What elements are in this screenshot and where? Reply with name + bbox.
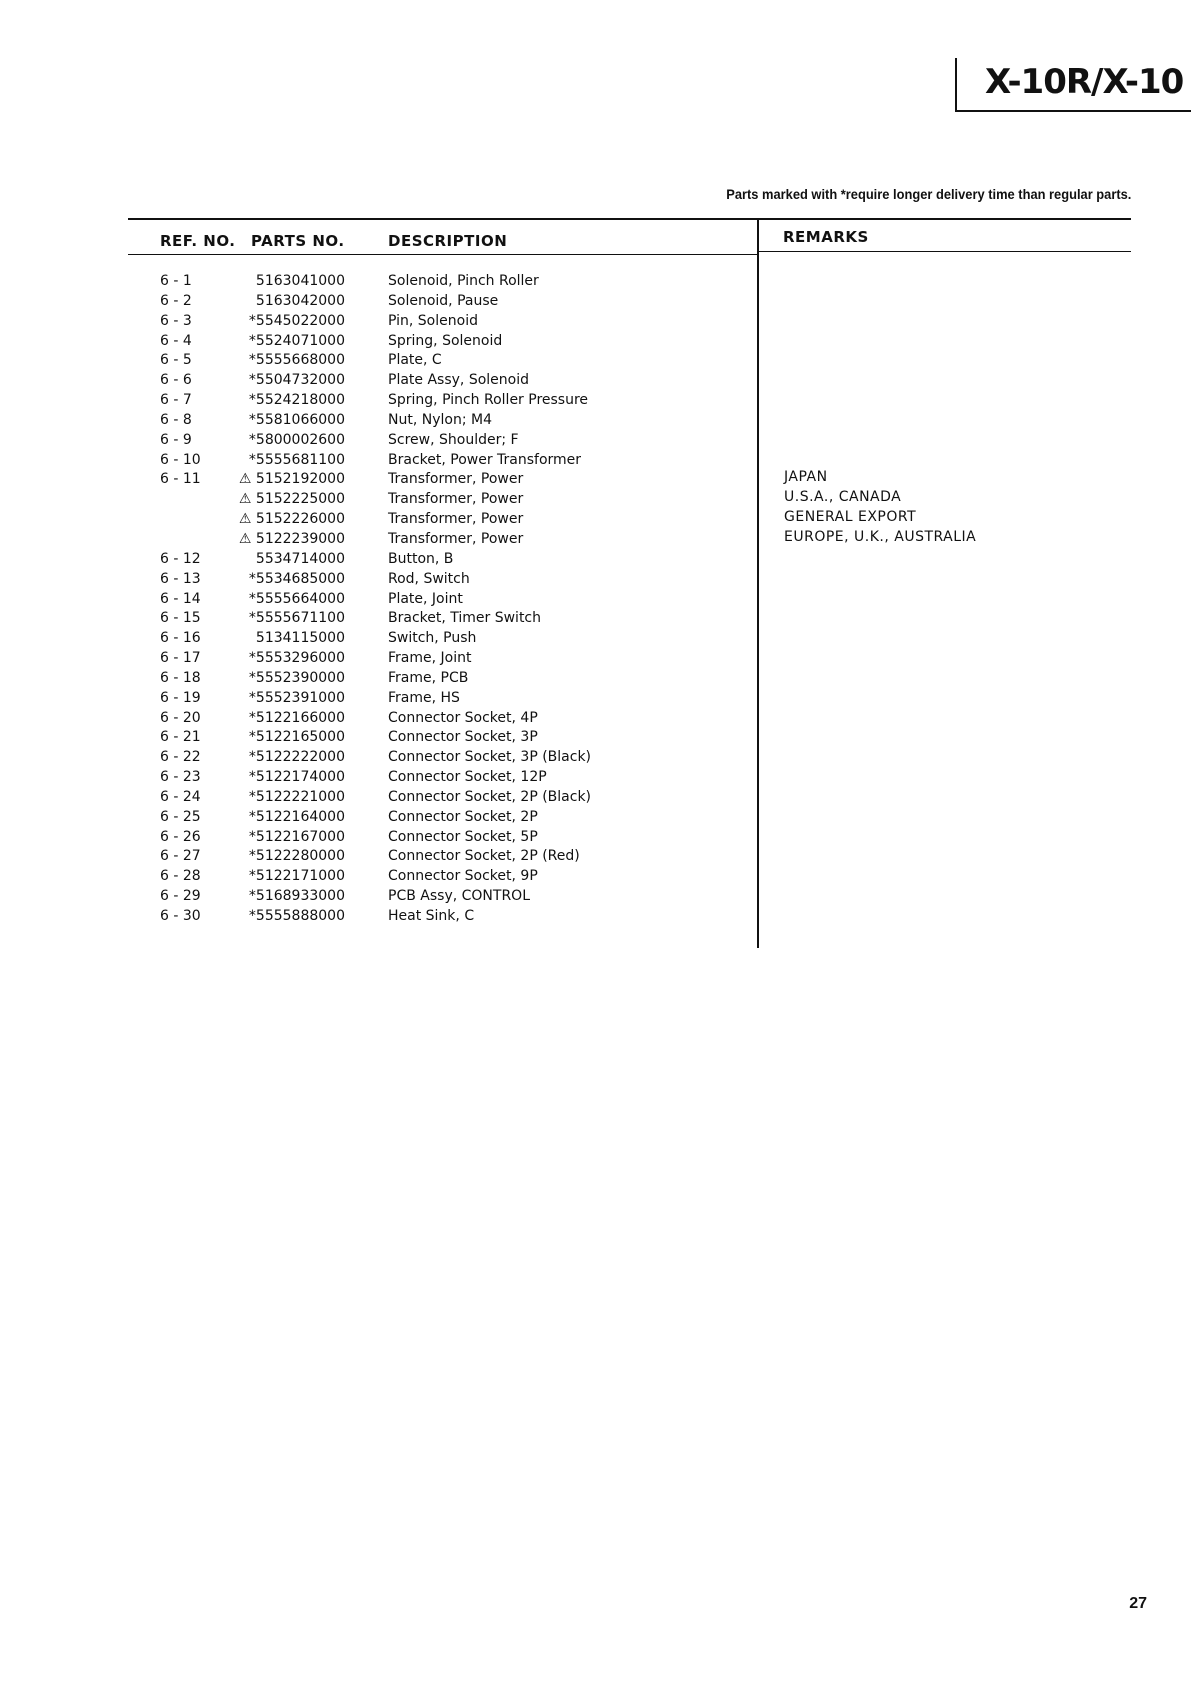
description-cell: Frame, PCB (388, 669, 469, 686)
description-cell: Pin, Solenoid (388, 312, 478, 329)
table-row (0, 569, 760, 589)
ref-no-cell: 6 - 12 (160, 550, 201, 567)
parts-no-cell: *5122166000 (248, 709, 345, 726)
ref-no-cell: 6 - 25 (160, 808, 201, 825)
description-cell: Connector Socket, 4P (388, 709, 538, 726)
description-cell: Transformer, Power (388, 511, 524, 528)
parts-no-cell: *5552391000 (248, 689, 345, 706)
ref-no-cell: 6 - 26 (160, 828, 201, 845)
parts-no-cell: 5534714000 (255, 550, 345, 567)
model-title: X-10R/X-10 (985, 62, 1184, 102)
ref-no-cell: 6 - 7 (160, 392, 192, 409)
ref-no-cell: 6 - 19 (160, 689, 201, 706)
column-header-remarks: REMARKS (783, 228, 869, 246)
description-cell: Plate, C (388, 352, 442, 369)
table-header-rule (128, 254, 758, 255)
ref-no-cell: 6 - 15 (160, 610, 201, 627)
ref-no-cell: 6 - 22 (160, 749, 201, 766)
parts-no-cell: *5122222000 (248, 749, 345, 766)
description-cell: Frame, Joint (388, 650, 472, 667)
parts-no-cell: *5555664000 (248, 590, 345, 607)
table-row (0, 469, 760, 489)
parts-no-cell: 5163042000 (255, 292, 345, 309)
table-row (0, 549, 760, 569)
remarks-header-rule (758, 251, 1131, 252)
remark-item: GENERAL EXPORT (784, 508, 917, 525)
table-row (0, 509, 760, 529)
ref-no-cell: 6 - 6 (160, 372, 192, 389)
description-cell: Plate Assy, Solenoid (388, 372, 529, 389)
ref-no-cell: 6 - 5 (160, 352, 192, 369)
parts-no-cell: *5800002600 (248, 431, 345, 448)
description-cell: Button, B (388, 550, 454, 567)
ref-no-cell: 6 - 30 (160, 908, 201, 924)
column-header-parts-no: PARTS NO. (251, 232, 345, 250)
ref-no-cell: 6 - 13 (160, 570, 201, 587)
ref-no-cell: 6 - 4 (160, 332, 192, 349)
parts-no-cell: *5555671100 (248, 610, 345, 627)
table-row (0, 747, 760, 767)
ref-no-cell: 6 - 2 (160, 292, 192, 309)
remark-item: U.S.A., CANADA (784, 488, 902, 505)
description-cell: Transformer, Power (388, 471, 524, 488)
description-cell: Bracket, Timer Switch (388, 610, 542, 627)
description-cell: Connector Socket, 2P (388, 808, 538, 825)
description-cell: Connector Socket, 3P (Black) (388, 749, 592, 766)
parts-no-cell: *5122167000 (248, 828, 345, 845)
parts-no-cell: *5122165000 (248, 729, 345, 746)
description-cell: Connector Socket, 2P (Red) (388, 848, 580, 865)
description-cell: Connector Socket, 12P (388, 769, 547, 786)
table-top-rule (128, 218, 1131, 220)
ref-no-cell: 6 - 14 (160, 590, 201, 607)
table-row (0, 767, 760, 787)
ref-no-cell: 6 - 3 (160, 312, 192, 329)
parts-no-cell: *5524071000 (248, 332, 345, 349)
table-row (0, 688, 760, 708)
parts-no-cell: 5134115000 (255, 630, 345, 647)
description-cell: Connector Socket, 9P (388, 868, 538, 885)
parts-no-cell: *5122280000 (248, 848, 345, 865)
description-cell: Heat Sink, C (388, 908, 475, 924)
parts-no-cell: *5168933000 (248, 888, 345, 905)
table-row (0, 727, 760, 747)
ref-no-cell: 6 - 1 (160, 273, 192, 289)
table-row (0, 886, 760, 906)
table-row (0, 827, 760, 847)
parts-no-cell: *5122221000 (248, 788, 345, 805)
table-row (0, 291, 760, 311)
table-row (0, 370, 760, 390)
parts-no-cell: *5524218000 (248, 392, 345, 409)
parts-no-cell: *5552390000 (248, 669, 345, 686)
parts-no-cell: ⚠ 5152192000 (238, 471, 345, 488)
description-cell: Spring, Pinch Roller Pressure (388, 392, 589, 409)
ref-no-cell: 6 - 29 (160, 888, 201, 905)
ref-no-cell: 6 - 24 (160, 788, 201, 805)
parts-list (0, 271, 760, 926)
description-cell: Screw, Shoulder; F (388, 431, 519, 448)
parts-no-cell: *5122174000 (248, 769, 345, 786)
ref-no-cell: 6 - 16 (160, 630, 201, 647)
parts-no-cell: ⚠ 5122239000 (238, 530, 345, 547)
parts-no-cell: *5545022000 (248, 312, 345, 329)
table-row (0, 708, 760, 728)
parts-no-cell: *5555681100 (248, 451, 345, 468)
table-row (0, 311, 760, 331)
remark-item: EUROPE, U.K., AUSTRALIA (784, 528, 977, 545)
table-row (0, 430, 760, 450)
description-cell: Plate, Joint (388, 590, 463, 607)
table-row (0, 271, 760, 291)
table-row (0, 489, 760, 509)
description-cell: Spring, Solenoid (388, 332, 503, 349)
table-row (0, 906, 760, 926)
parts-no-cell: *5534685000 (248, 570, 345, 587)
description-cell: PCB Assy, CONTROL (388, 888, 530, 905)
table-row (0, 529, 760, 549)
parts-no-cell: 5163041000 (255, 273, 345, 289)
description-cell: Connector Socket, 3P (388, 729, 538, 746)
ref-no-cell: 6 - 11 (160, 471, 201, 488)
parts-no-cell: ⚠ 5152225000 (238, 491, 345, 508)
ref-no-cell: 6 - 21 (160, 729, 201, 746)
ref-no-cell: 6 - 18 (160, 669, 201, 686)
table-row (0, 668, 760, 688)
table-row (0, 410, 760, 430)
table-row (0, 589, 760, 609)
description-cell: Solenoid, Pause (388, 292, 499, 309)
description-cell: Transformer, Power (388, 491, 524, 508)
table-row (0, 390, 760, 410)
table-row (0, 648, 760, 668)
table-row (0, 628, 760, 648)
parts-no-cell: *5122164000 (248, 808, 345, 825)
parts-no-cell: ⚠ 5152226000 (238, 511, 345, 528)
ref-no-cell: 6 - 28 (160, 868, 201, 885)
description-cell: Nut, Nylon; M4 (388, 411, 492, 428)
description-cell: Transformer, Power (388, 530, 524, 547)
parts-no-cell: *5553296000 (248, 650, 345, 667)
column-header-ref-no: REF. NO. (160, 232, 236, 250)
table-row (0, 846, 760, 866)
remarks-list (784, 467, 976, 546)
ref-no-cell: 6 - 10 (160, 451, 201, 468)
table-row (0, 787, 760, 807)
description-cell: Connector Socket, 2P (Black) (388, 788, 592, 805)
remark-item: JAPAN (784, 469, 828, 485)
parts-no-cell: *5504732000 (248, 372, 345, 389)
description-cell: Frame, HS (388, 689, 460, 706)
parts-no-cell: *5555888000 (248, 908, 345, 924)
parts-no-cell: *5581066000 (248, 411, 345, 428)
description-cell: Solenoid, Pinch Roller (388, 273, 539, 289)
ref-no-cell: 6 - 27 (160, 848, 201, 865)
ref-no-cell: 6 - 17 (160, 650, 201, 667)
ref-no-cell: 6 - 23 (160, 769, 201, 786)
delivery-note: Parts marked with *require longer delivery time than regular parts. (725, 186, 1131, 202)
table-row (0, 450, 760, 470)
column-header-description: DESCRIPTION (388, 232, 508, 250)
table-row (0, 608, 760, 628)
page-number: 27 (1129, 1595, 1147, 1612)
ref-no-cell: 6 - 20 (160, 709, 201, 726)
ref-no-cell: 6 - 9 (160, 431, 192, 448)
description-cell: Rod, Switch (388, 570, 470, 587)
table-row (0, 331, 760, 351)
table-row (0, 807, 760, 827)
table-row (0, 350, 760, 370)
description-cell: Connector Socket, 5P (388, 828, 538, 845)
ref-no-cell: 6 - 8 (160, 411, 192, 428)
description-cell: Bracket, Power Transformer (388, 451, 582, 468)
table-row (0, 866, 760, 886)
parts-no-cell: *5122171000 (248, 868, 345, 885)
parts-no-cell: *5555668000 (248, 352, 345, 369)
description-cell: Switch, Push (388, 630, 477, 647)
